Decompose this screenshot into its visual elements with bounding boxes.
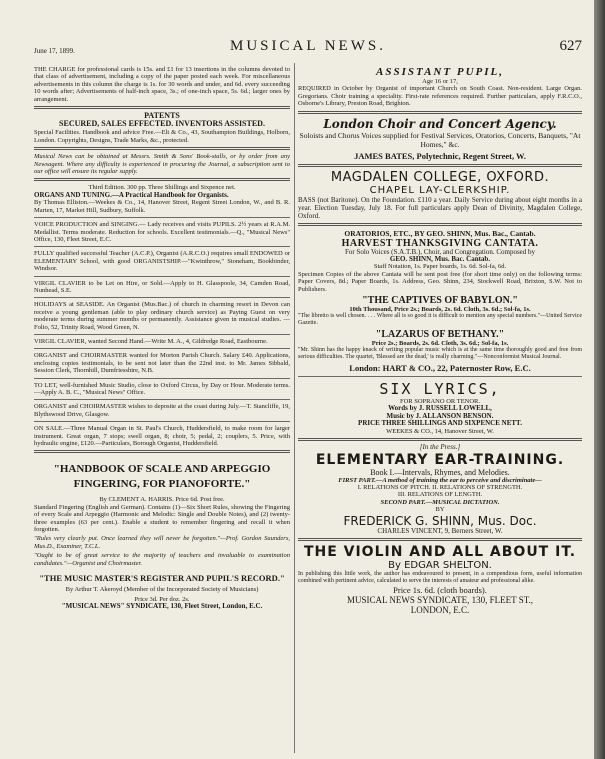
assistant-body: REQUIRED in October by Organist of important Church on South Coast. Non-resident. Large Organ. Gregorians. Choir training a speciality. First-rate references required. Further particulars, apply F.R.C.O., Osborne's Library, Preston Road, Brighton. xyxy=(298,85,582,108)
masthead: MUSICAL NEWS. xyxy=(230,38,386,54)
babylon-review: "The libretto is well chosen. . . . Where all is so good it is difficult to mention any special numbers."—United Service Gazette. xyxy=(298,313,582,327)
assistant-title: ASSISTANT PUPIL, xyxy=(376,66,504,78)
magdalen-subtitle: CHAPEL LAY-CLERKSHIP. xyxy=(369,184,511,196)
column-divider xyxy=(294,63,295,753)
babylon-price: 10th Thousand, Price 2s.; Boards, 2s. 6d. Cloth, 3s. 6d.; Sol-fa, 1s. xyxy=(349,306,531,314)
advert-obtain xyxy=(34,150,290,181)
advert-six-lyrics xyxy=(298,377,582,441)
ear-training-second-part: SECOND PART.—MUSICAL DICTATION. xyxy=(380,498,500,506)
six-lyrics-music: Music by J. ALLANSON BENSON. xyxy=(386,411,494,420)
lazarus-price: Price 2s.; Boards, 2s. 6d. Cloth, 3s. 6d.; Sol-fa, 1s. xyxy=(371,340,509,348)
agency-body: Soloists and Chorus Voices supplied for Festival Services, Oratorios, Concerts, Banquets, "At Homes," &c. xyxy=(299,130,581,149)
advert-handbook xyxy=(34,453,290,613)
patents-title: PATENTS xyxy=(144,111,180,121)
register-price: Price 3d. Per doz. 2s. xyxy=(134,595,190,603)
ear-training-book: Book I.—Intervals, Rhymes, and Melodies. xyxy=(370,467,510,477)
advert-magdalen xyxy=(298,167,582,226)
patents-body: Special Facilities. Handbook and advice Free.—Elt & Co., 43, Southampton Buildings, Holborn, London. Copyrights, Designs, Trade Marks, &c., protected. xyxy=(34,129,290,144)
patents-headline: SECURED, SALES EFFECTED. INVENTORS ASSISTED. xyxy=(59,119,265,129)
handbook-author: By CLEMENT A. HARRIS. Price 6d. Post free. xyxy=(99,496,225,504)
organs-edition: Third Edition. 300 pp. Three Shillings and Sixpence net. xyxy=(88,184,236,192)
advert-shinn-oratorios xyxy=(298,226,582,377)
ear-training-author: FREDERICK G. SHINN, Mus. Doc. xyxy=(343,513,537,528)
advert-virgil-wanted xyxy=(34,335,290,349)
handbook-quote-2: "Ought to be of great service to the majority of teachers and invaluable to examination candidates."—Organist and Choirmaster. xyxy=(34,552,290,567)
page-header xyxy=(34,38,582,58)
six-lyrics-publisher: WEEKES & CO., 14, Hanover Street, W. xyxy=(386,427,494,435)
advert-patents xyxy=(34,109,290,150)
advert-ear-training xyxy=(298,441,582,541)
babylon-title: "THE CAPTIVES OF BABYLON." xyxy=(362,295,518,307)
six-lyrics-for: FOR SOPRANO OR TENOR. xyxy=(399,398,481,406)
voice-text: VOICE PRODUCTION and SINGING.— Lady receives and visits PUPILS. 2½ years at R.A.M. Medallist. Terms moderate. Reduction for schools. Excellent testimonials.—Q., "Musical News" Office, 130, Fleet Street, E.C. xyxy=(34,221,290,243)
lazarus-review: "Mr. Shinn has the happy knack of writing popular music which is at the same time thoroughly good and free from serious difficulties. The quartet, 'Blessed are the dead,' is really charming."—Nonconformist Musical Journal. xyxy=(298,347,582,361)
magdalen-body: BASS (not Baritone). On the Foundation. £110 a year. Daily Service during about eight months in a year. Election Tuesday, July 18. For full particulars apply Dean of Divinity, Magdalen College, Oxford. xyxy=(298,195,582,220)
right-column xyxy=(298,63,582,753)
ear-training-by: BY xyxy=(435,506,445,514)
register-title: "THE MUSIC MASTER'S REGISTER AND PUPIL'S RECORD." xyxy=(39,573,285,584)
charge-text: THE CHARGE for professional cards is 15s. and £1 for 13 insertions in the columns devoted to that class of advertisement, including a copy of the paper posted each week. For miscellaneous advertisements in this column the charge is 1s. for 30 words and under, and 6d. every succeeding 10 words after; Advertisements of half-inch space, 3s.; of one-inch space, 5s. 6d.; larger ones by arrangement. xyxy=(34,66,290,103)
violin-author: By EDGAR SHELTON. xyxy=(388,559,492,571)
six-lyrics-price: PRICE THREE SHILLINGS AND SIXPENCE NETT. xyxy=(358,419,522,428)
handbook-quote-1: "Rules very clearly put. Once learned they will never be forgotten."—Prof. Gordon Saunders, Mus.D., Examiner, T.C.L. xyxy=(34,535,290,550)
to-let-text: TO LET, well-furnished Music Studio, close to Oxford Circus, by Day or Hour. Moderate terms.—Apply A. B. C., "Musical News" Office. xyxy=(34,381,290,396)
left-column xyxy=(34,63,290,753)
obtain-text: Musical News can be obtained at Messrs. Smith & Sons' Book-stalls, or by order from any Newsagent. Where any difficulty is experienced in procuring the Journal, a subscription sent to our office will ensure its regular supply. xyxy=(34,153,290,176)
in-press-note: [In the Press.] xyxy=(419,443,461,452)
advert-holidays xyxy=(34,298,290,335)
handbook-title: "HANDBOOK OF SCALE AND ARPEGGIO FINGERING, FOR PIANOFORTE." xyxy=(53,463,271,491)
agency-contact: JAMES BATES, Polytechnic, Regent Street, W. xyxy=(354,150,526,161)
violin-price: Price 1s. 6d. (cloth boards). xyxy=(393,584,487,595)
virgil-wanted-text: VIRGIL CLAVIER, wanted Second Hand.—Write M. A., 4, Gildredge Road, Eastbourne. xyxy=(34,337,268,345)
on-sale-text: ON SALE.—Three Manual Organ in St. Paul's Church, Huddersfield, to make room for larger instrument. Great organ, 7 stops; swell organ, 8; choir, 5; pedal, 2; couplers, 5. Price, with hydraulic engine, £120.—Particulars, Borough Organist, Huddersfield. xyxy=(34,425,290,448)
organist-coast-text: ORGANIST and CHOIRMASTER wishes to deposite at the coast during July.—T. Stancliffe, 19, Blythswood Drive, Glasgow. xyxy=(34,403,290,418)
violin-publisher-2: LONDON, E.C. xyxy=(410,604,470,615)
page-number: 627 xyxy=(559,38,582,54)
holidays-text: HOLIDAYS at SEASIDE. An Organist (Mus.Bac.) of church in charming resort in Devon can receive a young gentleman (able to play ordinary church service) as Paying Guest on very moderate terms during summer months or permanently. Assistance given in musical studies. —Folio, 52, Trinity Road, Wood Green, N. xyxy=(34,301,290,331)
ear-training-relations-2: III. RELATIONS OF LENGTH. xyxy=(397,491,483,499)
hart-publisher: London: HART & CO., 22, Paternoster Row, E.C. xyxy=(349,363,531,374)
advert-voice xyxy=(34,218,290,247)
advert-to-let xyxy=(34,379,290,401)
advert-choir-agency xyxy=(298,114,582,167)
harvest-price: Staff Notation, 1s. Paper boards, 1s. 6d. Sol-fa, 6d. xyxy=(373,263,507,271)
harvest-for: For Solo Voices (S.A.T.B.), Choir, and Congregation. Composed by xyxy=(344,247,536,256)
advert-violin xyxy=(298,541,582,618)
advert-virgil-hire xyxy=(34,277,290,299)
harvest-body: Specimen Copies of the above Cantata will be sent post free (for short time only) on the following terms: Paper Covers, 8d.; Paper Boards, 1s. Address, Geo. Shinn, 234, Stockwell Road, Brixton, S.W. Not to Publishers. xyxy=(298,270,582,293)
organs-title: ORGANS AND TUNING.—A Practical Handbook for Organists. xyxy=(34,190,229,199)
agency-title: London Choir and Concert Agency. xyxy=(323,116,557,131)
book-edge xyxy=(594,0,605,759)
advert-organist-coast xyxy=(34,400,290,422)
advert-charge xyxy=(34,63,290,109)
handbook-body: Standard Fingering (English and German). Contains (1)—Six Short Rules, showing the Fingering of every Scale and Arpeggio (Harmonic and Melodic: Single and Double Notes), and (2) twenty-three examples (63 per cent.). Enable a student to remember fingering and recall it when forgotten. xyxy=(34,503,290,534)
register-author: By Arthur T. Akeroyd (Member of the Incorporated Society of Musicians) xyxy=(65,586,259,594)
lazarus-title: "LAZARUS OF BETHANY." xyxy=(375,329,505,341)
violin-title: THE VIOLIN AND ALL ABOUT IT. xyxy=(303,543,577,560)
six-lyrics-words: Words by J. RUSSELL LOWELL, xyxy=(388,404,492,413)
advert-organist-morton xyxy=(34,349,290,378)
advert-on-sale xyxy=(34,422,290,453)
register-publisher: "MUSICAL NEWS" SYNDICATE, 130, Fleet Street, London, E.C. xyxy=(61,601,263,610)
fully-text: FULLY qualified successful Teacher (A.C.P.), Organist (A.R.C.O.) requires small ENDOWED or ELEMENTARY School, with good ORGANISTSHIP.—"Kwinthrow," Stoneham, Bookbinder, Windsor. xyxy=(34,250,290,273)
advert-assistant-pupil xyxy=(298,63,582,114)
organist-morton-text: ORGANIST and CHOIRMASTER wanted for Morton Parish Church. Salary £40. Applications, enclosing copies testimonials, to be sent not later than the 22nd inst. to Mr. James Sibbald, Session Clerk, Thornhill, Dumfriesshire, N.B. xyxy=(34,352,290,375)
violin-body: In publishing this little work, the author has endeavoured to present, in a compendious form, useful information combined with pertinent advice, calculated to serve the interests of amateur and professional alike. xyxy=(298,570,582,584)
six-lyrics-title: SIX LYRICS, xyxy=(379,380,501,399)
ear-training-publisher: CHARLES VINCENT, 9, Berners Street, W. xyxy=(377,526,503,535)
ear-training-first-part: FIRST PART.—A method of training the ear to perceive and discriminate— xyxy=(338,476,542,484)
assistant-age: Age 16 or 17, xyxy=(422,78,458,85)
harvest-title: HARVEST THANKSGIVING CANTATA. xyxy=(341,237,539,249)
virgil-hire-text: VIRGIL CLAVIER to be Let on Hire, or Sold.—Apply to H. Glasspoole, 34, Camden Road, Nunhead, S.E. xyxy=(34,279,290,294)
violin-publisher-1: MUSICAL NEWS SYNDICATE, 130, FLEET ST., xyxy=(346,594,534,605)
ear-training-relations-1: I. RELATIONS OF PITCH. II. RELATIONS OF STRENGTH. xyxy=(357,483,523,491)
magdalen-title: MAGDALEN COLLEGE, OXFORD. xyxy=(330,169,550,185)
ear-training-title: ELEMENTARY EAR-TRAINING. xyxy=(315,451,565,468)
advert-organs xyxy=(34,181,290,218)
harvest-composer: GEO. SHINN, Mus. Bac. Cantab. xyxy=(389,255,491,264)
advert-fully xyxy=(34,247,290,276)
shinn-heading: ORATORIOS, ETC., BY GEO. SHINN, Mus. Bac., Cantab. xyxy=(344,228,536,238)
organs-body: By Thomas Elliston.—Weekes & Co., 14, Hanover Street, Regent Street London, W., and B. R. Marten, 17, Market Hill, Sudbury, Suffolk. xyxy=(34,199,290,214)
issue-date: June 17, 1899. xyxy=(34,47,75,55)
